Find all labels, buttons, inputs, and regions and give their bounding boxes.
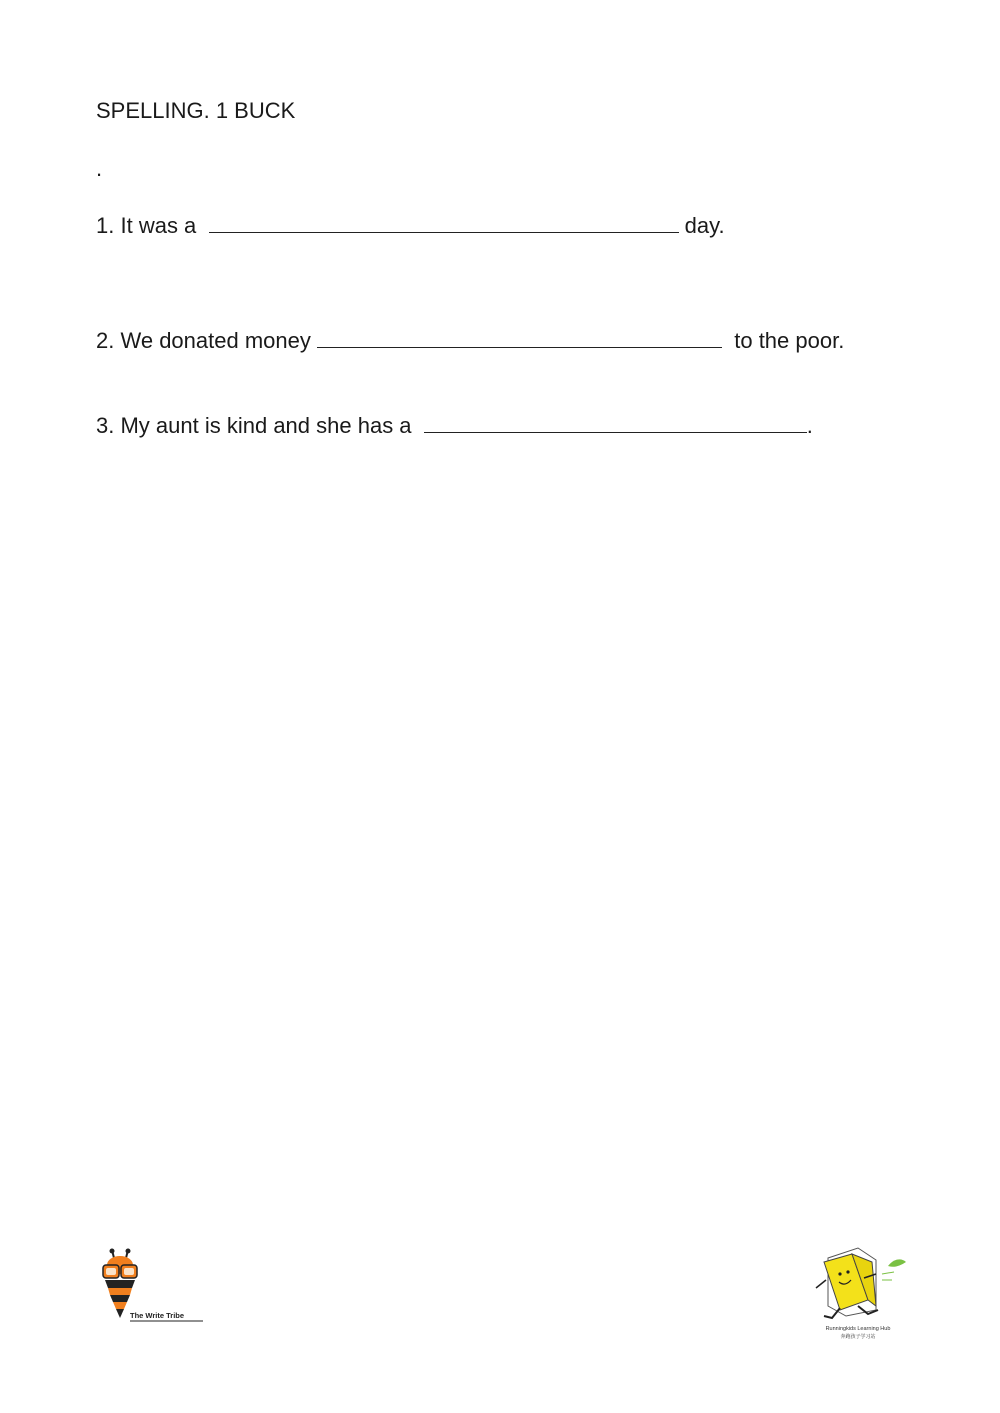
write-tribe-text: The Write Tribe [130,1311,185,1320]
question-text-after: day. [684,213,725,238]
question-text-before: My aunt is kind and she has a [120,413,412,438]
question-number: 3. [96,413,115,438]
question-text-before: It was a [120,213,197,238]
worksheet-title: SPELLING. 1 BUCK [96,98,296,123]
question-text-after: to the poor. [734,328,845,353]
question-3 [96,412,813,439]
question-text-before: We donated money [120,328,311,353]
runningkids-logo [806,1244,910,1342]
answer-blank-3[interactable] [424,412,807,433]
answer-blank-1[interactable] [209,212,679,233]
question-number: 1. [96,213,115,238]
answer-blank-2[interactable] [317,327,722,348]
runningkids-text: Runningkids Learning Hub [825,1326,891,1332]
write-tribe-logo [96,1248,208,1328]
runningkids-subtitle: 奔跑孩子学习站 [840,1334,876,1340]
question-2 [96,327,844,354]
question-text-after: . [806,413,813,438]
stray-dot: . [96,156,103,181]
question-number: 2. [96,328,115,353]
question-1 [96,212,725,239]
